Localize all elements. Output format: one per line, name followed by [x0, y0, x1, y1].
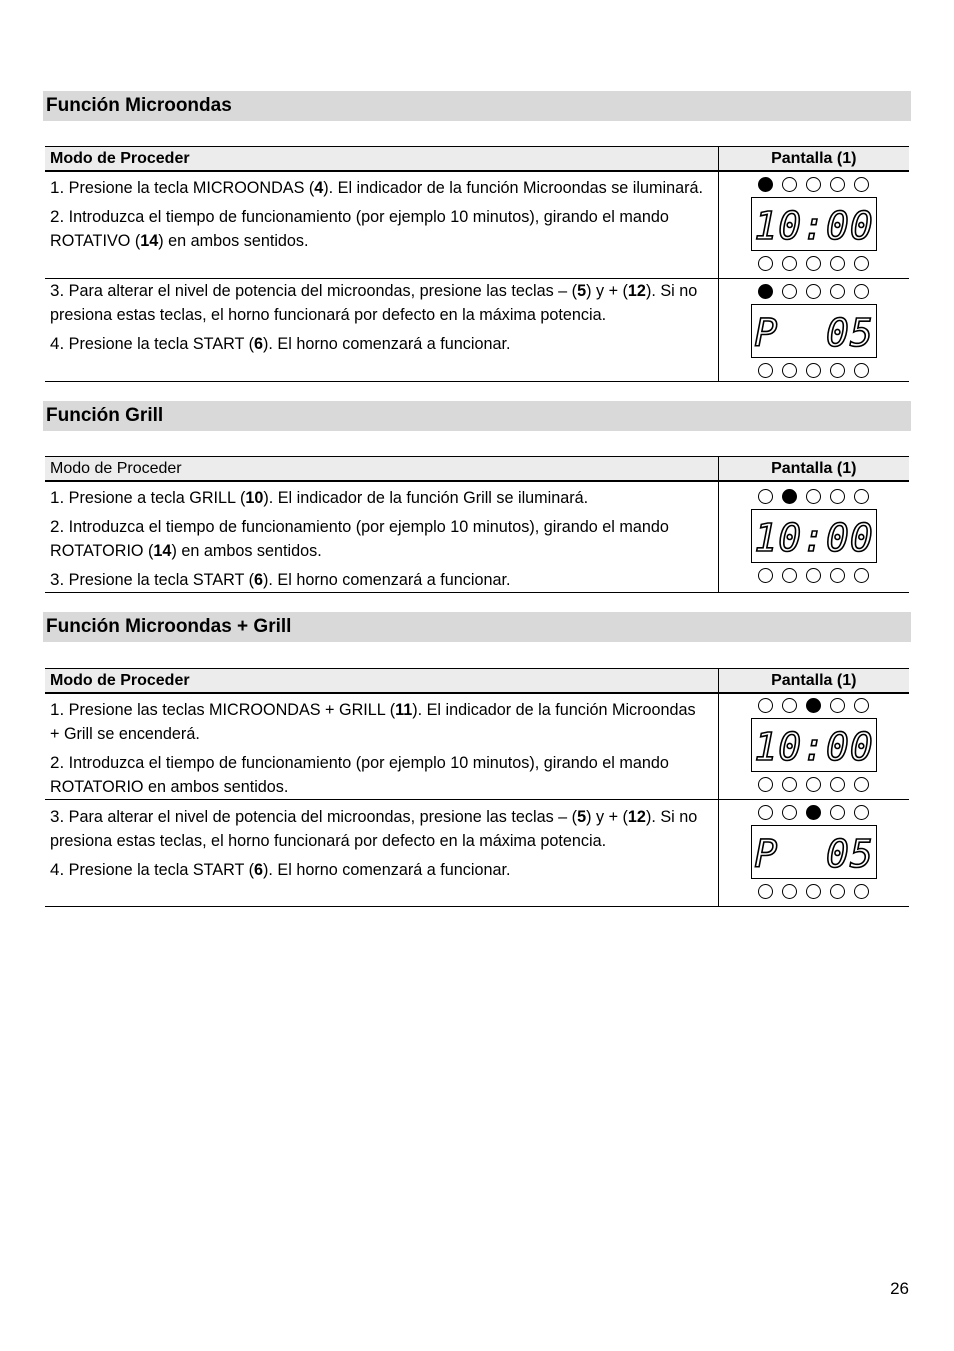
indicator-led-off — [758, 363, 773, 378]
indicator-led-off — [854, 777, 869, 792]
indicator-led-off — [830, 489, 845, 504]
indicator-led-off — [830, 256, 845, 271]
indicator-led-off — [782, 884, 797, 899]
svg-text:10:00: 10:00 — [754, 204, 874, 248]
step-4: 4. Presione la tecla START (6). El horno comenzará a funcionar. — [50, 860, 511, 879]
indicator-led-off — [854, 177, 869, 192]
indicator-led-off — [854, 489, 869, 504]
step-4: 4. Presione la tecla START (6). El horno comenzará a funcionar. — [50, 333, 511, 353]
indicator-led-off — [854, 884, 869, 899]
indicator-led-off — [782, 568, 797, 583]
indicator-led-off — [782, 284, 797, 299]
indicator-led-off — [758, 884, 773, 899]
svg-text:P 05: P 05 — [754, 832, 874, 876]
indicator-led-off — [854, 568, 869, 583]
table-row — [45, 171, 909, 278]
column-header-procedure: Modo de Proceder — [45, 457, 718, 482]
indicator-led-off — [830, 777, 845, 792]
indicator-led-off — [830, 805, 845, 820]
column-header-display: Pantalla (1) — [718, 669, 909, 694]
indicator-led-off — [854, 363, 869, 378]
indicator-led-off — [782, 805, 797, 820]
table-row — [45, 278, 909, 381]
page-number: 26 — [890, 1279, 909, 1298]
indicator-led-off — [830, 568, 845, 583]
step-1: 1. Presione a tecla GRILL (10). El indicador de la función Grill se iluminará. — [50, 488, 589, 507]
column-header-procedure: Modo de Proceder — [45, 147, 718, 172]
indicator-led-off — [782, 256, 797, 271]
indicator-led-off — [758, 698, 773, 713]
indicator-led-off — [782, 363, 797, 378]
lcd-readout — [751, 304, 877, 358]
indicator-led-off — [854, 284, 869, 299]
indicator-led-on — [758, 177, 773, 192]
indicator-led-off — [758, 256, 773, 271]
oven-display — [734, 175, 894, 273]
lcd-readout — [751, 825, 877, 879]
indicator-led-off — [854, 805, 869, 820]
indicator-leds-bottom — [734, 254, 894, 273]
indicator-led-off — [854, 698, 869, 713]
column-header-display: Pantalla (1) — [718, 147, 909, 172]
indicator-led-off — [830, 284, 845, 299]
indicator-led-off — [782, 777, 797, 792]
step-2: 2. Introduzca el tiempo de funcionamiento (por ejemplo 10 minutos), girando el mando ROTATORIO (14) en ambos sentidos. — [50, 517, 669, 560]
table-row — [45, 800, 909, 907]
indicator-led-off — [758, 805, 773, 820]
indicator-led-off — [758, 489, 773, 504]
indicator-led-off — [830, 177, 845, 192]
indicator-leds-top — [734, 696, 894, 715]
step-2: 2. Introduzca el tiempo de funcionamiento (por ejemplo 10 minutos), girando el mando ROTATORIO en ambos sentidos. — [50, 753, 669, 796]
indicator-led-on — [782, 489, 797, 504]
indicator-led-on — [806, 698, 821, 713]
indicator-led-off — [806, 363, 821, 378]
indicator-led-off — [854, 256, 869, 271]
oven-display — [734, 487, 894, 585]
lcd-readout — [751, 509, 877, 563]
indicator-led-off — [806, 884, 821, 899]
indicator-leds-top — [734, 282, 894, 301]
steps-table-microondas — [45, 146, 909, 382]
indicator-leds-top — [734, 175, 894, 194]
steps-table-grill — [45, 456, 909, 593]
step-3: 3. Para alterar el nivel de potencia del microondas, presione las teclas – (5) y + (12). Si no presiona estas teclas, el horno funcionará por defecto en la máxima potencia. — [50, 280, 698, 324]
indicator-led-off — [782, 177, 797, 192]
oven-display — [734, 282, 894, 380]
indicator-led-off — [806, 177, 821, 192]
section-title-grill: Función Grill — [43, 401, 911, 431]
oven-display — [734, 803, 894, 901]
table-row — [45, 693, 909, 800]
svg-text:10:00: 10:00 — [754, 516, 874, 560]
indicator-led-off — [758, 777, 773, 792]
lcd-readout — [751, 718, 877, 772]
step-3: 3. Presione la tecla START (6). El horno comenzará a funcionar. — [50, 570, 511, 589]
svg-text:10:00: 10:00 — [754, 725, 874, 769]
lcd-readout — [751, 197, 877, 251]
oven-display — [734, 696, 894, 794]
step-1: 1. Presione las teclas MICROONDAS + GRILL (11). El indicador de la función Microondas + Grill se encenderá. — [50, 700, 696, 743]
step-3: 3. Para alterar el nivel de potencia del microondas, presione las teclas – (5) y + (12). Si no presiona estas teclas, el horno funcionará por defecto en la máxima potencia. — [50, 807, 698, 850]
indicator-leds-bottom — [734, 775, 894, 794]
section-title-microondas-grill: Función Microondas + Grill — [43, 612, 911, 642]
indicator-leds-top — [734, 487, 894, 506]
column-header-display: Pantalla (1) — [718, 457, 909, 482]
indicator-led-off — [806, 284, 821, 299]
column-header-procedure: Modo de Proceder — [45, 669, 718, 694]
step-2: 2. Introduzca el tiempo de funcionamiento (por ejemplo 10 minutos), girando el mando ROTATIVO (14) en ambos sentidos. — [50, 207, 669, 250]
indicator-leds-bottom — [734, 566, 894, 585]
svg-text:P 05: P 05 — [754, 310, 874, 355]
indicator-leds-bottom — [734, 882, 894, 901]
indicator-led-off — [830, 884, 845, 899]
indicator-led-off — [806, 256, 821, 271]
indicator-leds-bottom — [734, 361, 894, 380]
indicator-led-off — [806, 568, 821, 583]
step-1: 1. Presione la tecla MICROONDAS (4). El indicador de la función Microondas se iluminará. — [50, 178, 703, 197]
indicator-led-on — [758, 284, 773, 299]
indicator-leds-top — [734, 803, 894, 822]
indicator-led-off — [806, 489, 821, 504]
steps-table-microondas-grill — [45, 668, 909, 907]
section-title-microondas: Función Microondas — [43, 91, 911, 121]
indicator-led-on — [806, 805, 821, 820]
table-row — [45, 481, 909, 593]
indicator-led-off — [830, 698, 845, 713]
indicator-led-off — [782, 698, 797, 713]
indicator-led-off — [806, 777, 821, 792]
indicator-led-off — [830, 363, 845, 378]
indicator-led-off — [758, 568, 773, 583]
